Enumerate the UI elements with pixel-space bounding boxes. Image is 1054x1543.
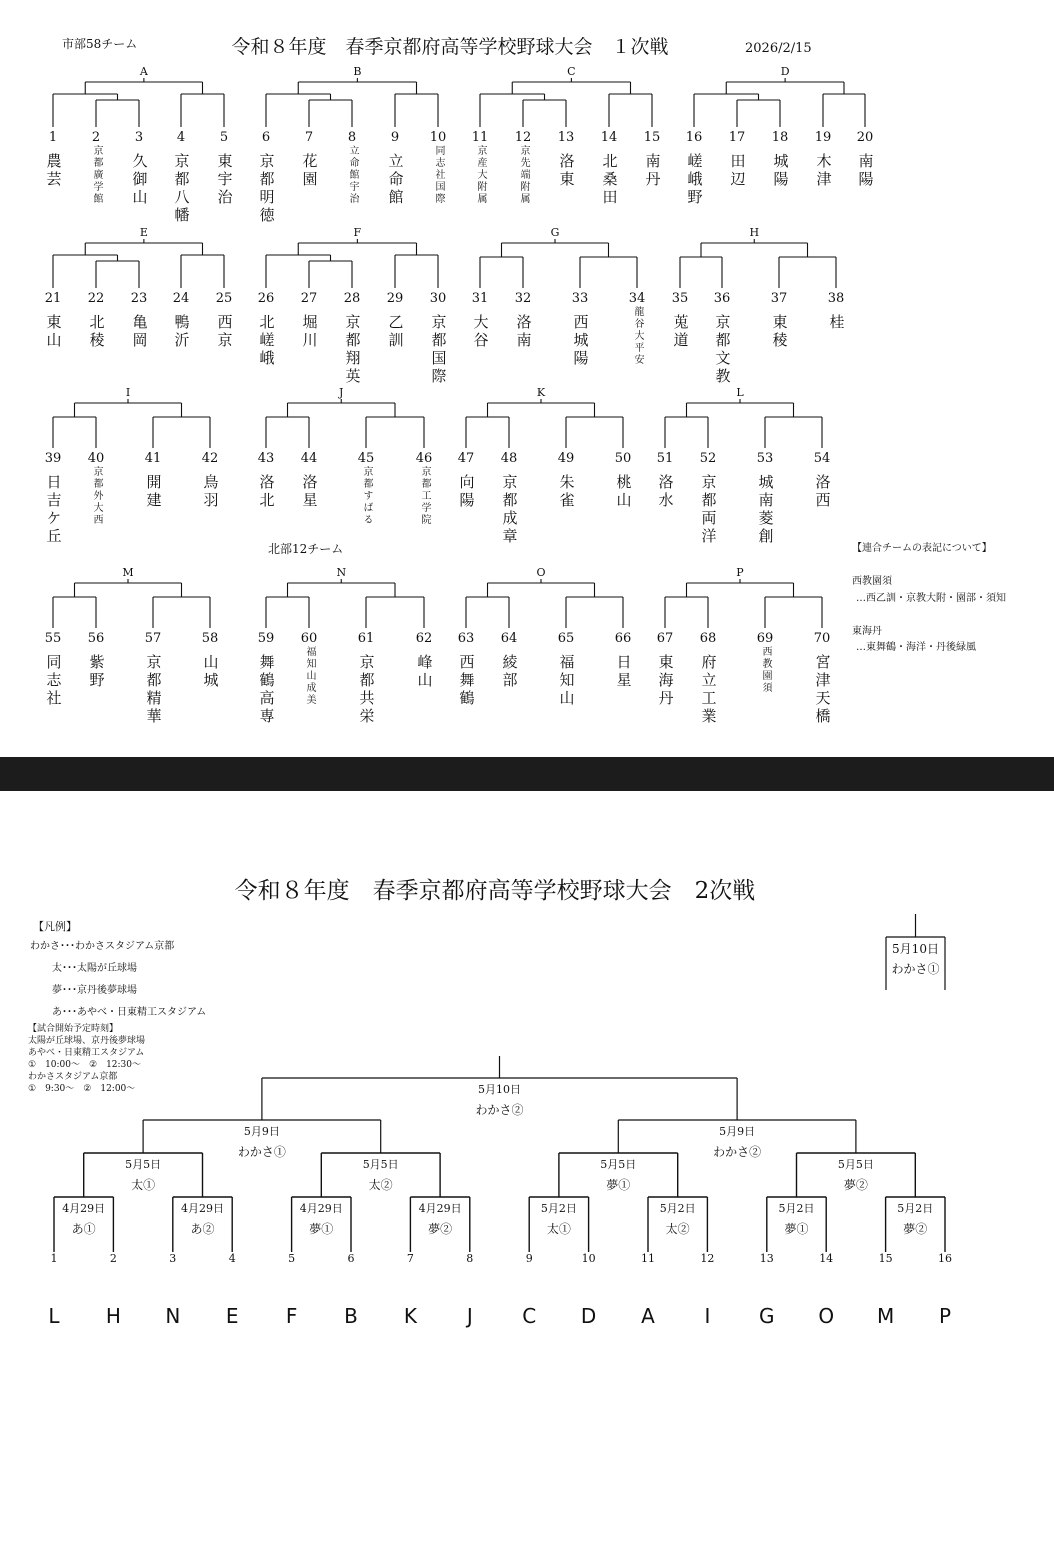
round2-slot-number: 10 xyxy=(581,1252,596,1265)
team-name: 田辺 xyxy=(728,153,747,189)
team-number: 12 xyxy=(514,130,532,145)
team-name: 洛東 xyxy=(557,153,576,189)
team-name: 北嵯峨 xyxy=(257,314,276,368)
round1-match-date: 4月29日 xyxy=(62,1202,106,1215)
team-number: 58 xyxy=(201,631,219,646)
joint-team-1-desc: …西乙訓・京教大附・園部・須知 xyxy=(856,593,1006,604)
team-name: 京都翔英 xyxy=(343,314,362,386)
round2-match-venue: 太② xyxy=(368,1178,393,1192)
round1-match-venue: あ② xyxy=(190,1222,215,1236)
round1-match-venue: 夢① xyxy=(784,1222,809,1236)
team-name: 京都両洋 xyxy=(699,474,718,546)
team-name: 福知山成美 xyxy=(304,646,315,706)
team-number: 13 xyxy=(557,130,575,145)
round2-slot-number: 13 xyxy=(759,1252,774,1265)
team-number: 31 xyxy=(471,291,489,306)
round1-match-date: 4月29日 xyxy=(299,1202,343,1215)
round2-slot-number: 14 xyxy=(819,1252,834,1265)
team-number: 9 xyxy=(390,130,400,145)
round1-match-venue: 太② xyxy=(665,1222,690,1236)
team-name: 洛西 xyxy=(813,474,832,510)
team-name: 福知山 xyxy=(557,654,576,708)
group-winner-letter: B xyxy=(344,1304,358,1328)
team-number: 16 xyxy=(685,130,703,145)
team-number: 41 xyxy=(144,451,162,466)
team-name: 京都国際 xyxy=(429,314,448,386)
round2-slot-number: 12 xyxy=(700,1252,715,1265)
page-title-round1: 令和８年度 春季京都府高等学校野球大会 １次戦 xyxy=(231,36,669,58)
team-number: 19 xyxy=(814,130,832,145)
round2-slot-number: 16 xyxy=(938,1252,952,1265)
team-name: 西教園須 xyxy=(760,646,771,694)
team-number: 14 xyxy=(600,130,618,145)
team-name: 西舞鶴 xyxy=(457,654,476,708)
team-number: 48 xyxy=(500,451,518,466)
start-time-heading: 【試合開始予定時刻】 xyxy=(28,1024,119,1034)
legend-ayabe: あ･･･あやべ・日東精工スタジアム xyxy=(52,1007,207,1018)
team-name: 府立工業 xyxy=(699,654,718,726)
group-winner-letter: P xyxy=(938,1304,952,1328)
group-winner-letter: N xyxy=(165,1304,181,1328)
round1-match-date: 4月29日 xyxy=(181,1202,224,1215)
start-time-venues-2: あやべ・日東精工スタジアム xyxy=(28,1048,145,1058)
group-winner-letter: I xyxy=(704,1304,711,1328)
team-number: 33 xyxy=(571,291,589,306)
team-name: 城陽 xyxy=(771,153,790,189)
team-name: 舞鶴高専 xyxy=(257,654,276,726)
team-name: 洛星 xyxy=(300,474,319,510)
round2-slot-number: 2 xyxy=(109,1252,117,1265)
team-number: 39 xyxy=(44,451,62,466)
legend-taiyo: 太･･･太陽が丘球場 xyxy=(52,963,137,974)
team-name: 城南菱創 xyxy=(756,474,775,546)
team-number: 23 xyxy=(130,291,148,306)
team-name: 山城 xyxy=(201,654,220,690)
round2-slot-number: 3 xyxy=(169,1252,177,1265)
team-name: 東海丹 xyxy=(656,654,675,708)
team-number: 36 xyxy=(713,291,731,306)
team-name: 亀岡 xyxy=(130,314,149,350)
legend-wakasa: わかさ･･･わかさスタジアム京都 xyxy=(30,941,175,952)
team-number: 57 xyxy=(144,631,162,646)
team-name: 乙訓 xyxy=(386,314,405,350)
team-name: 立命館 xyxy=(386,153,405,207)
team-name: 花園 xyxy=(300,153,319,189)
team-number: 22 xyxy=(87,291,105,306)
team-number: 67 xyxy=(656,631,674,646)
team-number: 51 xyxy=(656,451,674,466)
team-name: 京都明徳 xyxy=(257,153,276,225)
team-name: 龍谷大平安 xyxy=(632,306,643,366)
team-name: 莵道 xyxy=(671,314,690,350)
team-number: 66 xyxy=(614,631,632,646)
group-winner-letter: O xyxy=(818,1304,835,1328)
round2-slot-number: 5 xyxy=(288,1252,296,1265)
team-name: 峰山 xyxy=(415,654,434,690)
group-winner-letter: A xyxy=(641,1304,655,1328)
group-winner-letter: C xyxy=(522,1304,537,1328)
team-name: 京都外大西 xyxy=(91,466,102,526)
team-name: 北桑田 xyxy=(600,153,619,207)
final-venue: わかさ① xyxy=(891,962,940,976)
round2-match-date: 5月5日 xyxy=(600,1158,637,1171)
group-winner-letter: F xyxy=(285,1304,298,1328)
team-name: 洛南 xyxy=(514,314,533,350)
final-date: 5月10日 xyxy=(892,942,939,956)
team-name: 大谷 xyxy=(471,314,490,350)
team-name: 綾部 xyxy=(500,654,519,690)
team-number: 49 xyxy=(557,451,575,466)
joint-team-2-name: 東海丹 xyxy=(852,626,882,637)
team-number: 54 xyxy=(813,451,831,466)
team-number: 4 xyxy=(176,130,186,145)
joint-team-2-desc: …東舞鶴・海洋・丹後緑風 xyxy=(856,642,976,653)
round2-slot-number: 15 xyxy=(878,1252,893,1265)
joint-team-1-name: 西教園須 xyxy=(852,576,892,587)
group-label-d: D xyxy=(780,65,790,78)
team-number: 26 xyxy=(257,291,275,306)
team-number: 27 xyxy=(300,291,318,306)
group-label-j: J xyxy=(339,386,344,399)
team-number: 21 xyxy=(44,291,62,306)
team-number: 18 xyxy=(771,130,789,145)
north-division-label: 北部12チーム xyxy=(268,542,344,556)
team-number: 42 xyxy=(201,451,219,466)
team-name: 嵯峨野 xyxy=(685,153,704,207)
round2-match-date: 5月5日 xyxy=(125,1158,162,1171)
round1-match-date: 4月29日 xyxy=(418,1202,462,1215)
team-name: 紫野 xyxy=(87,654,106,690)
team-number: 64 xyxy=(500,631,518,646)
team-name: 木津 xyxy=(814,153,833,189)
team-name: 立命館宇治 xyxy=(347,145,358,205)
team-name: 洛水 xyxy=(656,474,675,510)
round1-match-date: 5月2日 xyxy=(540,1202,577,1215)
start-time-slots-2: ① 9:30～ ② 12:00～ xyxy=(28,1084,136,1094)
team-number: 65 xyxy=(557,631,575,646)
semifinal-venue: わかさ② xyxy=(475,1103,524,1117)
team-number: 24 xyxy=(172,291,190,306)
group-label-k: K xyxy=(536,386,546,399)
team-number: 45 xyxy=(357,451,375,466)
team-number: 46 xyxy=(415,451,433,466)
group-label-o: O xyxy=(536,566,546,579)
team-number: 70 xyxy=(813,631,831,646)
team-number: 38 xyxy=(827,291,845,306)
team-number: 25 xyxy=(215,291,233,306)
quarterfinal-date: 5月9日 xyxy=(243,1125,280,1138)
team-number: 15 xyxy=(643,130,661,145)
group-winner-letter: E xyxy=(225,1304,239,1328)
team-name: 京都精華 xyxy=(144,654,163,726)
team-number: 32 xyxy=(514,291,532,306)
team-number: 56 xyxy=(87,631,105,646)
start-time-venues-1: 太陽が丘球場、京丹後夢球場 xyxy=(28,1036,146,1046)
team-name: 鳥羽 xyxy=(201,474,220,510)
team-number: 35 xyxy=(671,291,689,306)
quarterfinal-venue: わかさ① xyxy=(237,1145,286,1159)
team-name: 堀川 xyxy=(300,314,319,350)
team-number: 47 xyxy=(457,451,475,466)
team-name: 京都すばる xyxy=(361,466,372,526)
tournament-date: 2026/2/15 xyxy=(745,41,812,56)
team-name: 鴨沂 xyxy=(172,314,191,350)
round2-match-venue: 夢① xyxy=(606,1178,631,1192)
team-number: 44 xyxy=(300,451,318,466)
legend-yume: 夢･･･京丹後夢球場 xyxy=(52,985,137,996)
team-name: 南丹 xyxy=(643,153,662,189)
round1-match-venue: 夢① xyxy=(309,1222,334,1236)
team-name: 南陽 xyxy=(856,153,875,189)
team-number: 43 xyxy=(257,451,275,466)
team-number: 8 xyxy=(347,130,357,145)
round1-match-venue: 夢② xyxy=(428,1222,453,1236)
team-number: 20 xyxy=(856,130,874,145)
team-number: 55 xyxy=(44,631,62,646)
team-number: 3 xyxy=(134,130,144,145)
round1-match-venue: あ① xyxy=(71,1222,96,1236)
team-number: 37 xyxy=(770,291,788,306)
team-name: 東山 xyxy=(44,314,63,350)
team-name: 朱雀 xyxy=(557,474,576,510)
group-label-g: G xyxy=(550,226,560,239)
team-name: 東宇治 xyxy=(215,153,234,207)
group-winner-letter: G xyxy=(759,1304,775,1328)
quarterfinal-date: 5月9日 xyxy=(719,1125,756,1138)
team-name: 宮津天橋 xyxy=(813,654,832,726)
team-name: 日星 xyxy=(614,654,633,690)
team-name: 東稜 xyxy=(770,314,789,350)
round2-match-venue: 太① xyxy=(131,1178,156,1192)
team-name: 西城陽 xyxy=(571,314,590,368)
team-number: 59 xyxy=(257,631,275,646)
group-label-c: C xyxy=(567,65,576,78)
round1-match-date: 5月2日 xyxy=(897,1202,934,1215)
team-name: 向陽 xyxy=(457,474,476,510)
group-label-m: M xyxy=(122,566,134,579)
team-number: 40 xyxy=(87,451,105,466)
team-name: 日吉ケ丘 xyxy=(44,474,63,546)
team-name: 久御山 xyxy=(130,153,149,207)
team-number: 61 xyxy=(357,631,375,646)
round2-slot-number: 11 xyxy=(641,1252,655,1265)
team-number: 7 xyxy=(304,130,314,145)
team-number: 34 xyxy=(628,291,646,306)
page-title-round2: 令和８年度 春季京都府高等学校野球大会 2次戦 xyxy=(234,878,756,904)
team-name: 農芸 xyxy=(44,153,63,189)
team-number: 29 xyxy=(386,291,404,306)
team-number: 28 xyxy=(343,291,361,306)
round2-match-date: 5月5日 xyxy=(837,1158,874,1171)
group-winner-letter: H xyxy=(105,1304,121,1328)
group-winner-letter: M xyxy=(876,1304,895,1328)
round2-match-venue: 夢② xyxy=(843,1178,868,1192)
team-name: 京都廣学館 xyxy=(91,145,102,205)
team-number: 17 xyxy=(728,130,746,145)
team-name: 京都成章 xyxy=(500,474,519,546)
round1-match-venue: 太① xyxy=(546,1222,571,1236)
team-number: 60 xyxy=(300,631,318,646)
group-label-b: B xyxy=(353,65,362,78)
group-label-i: I xyxy=(125,386,131,399)
team-name: 京都文教 xyxy=(713,314,732,386)
team-name: 京都工学院 xyxy=(419,466,430,526)
team-number: 2 xyxy=(91,130,101,145)
round2-match-date: 5月5日 xyxy=(362,1158,399,1171)
team-name: 開建 xyxy=(144,474,163,510)
team-number: 68 xyxy=(699,631,717,646)
round1-match-date: 5月2日 xyxy=(778,1202,815,1215)
round2-slot-number: 6 xyxy=(347,1252,355,1265)
team-number: 11 xyxy=(471,130,489,145)
team-number: 50 xyxy=(614,451,632,466)
group-label-p: P xyxy=(736,566,744,579)
team-name: 桂 xyxy=(827,314,846,332)
team-number: 52 xyxy=(699,451,717,466)
group-label-h: H xyxy=(749,226,760,239)
team-name: 京都共栄 xyxy=(357,654,376,726)
team-name: 京都八幡 xyxy=(172,153,191,225)
team-number: 6 xyxy=(261,130,271,145)
team-number: 10 xyxy=(429,130,447,145)
group-winner-letter: J xyxy=(466,1304,473,1328)
round2-slot-number: 1 xyxy=(50,1252,58,1265)
team-number: 30 xyxy=(429,291,447,306)
team-name: 同志社 xyxy=(44,654,63,708)
team-number: 62 xyxy=(415,631,433,646)
start-time-slots-1: ① 10:00～ ② 12:30～ xyxy=(28,1060,142,1070)
team-name: 洛北 xyxy=(257,474,276,510)
round1-match-date: 5月2日 xyxy=(659,1202,696,1215)
group-label-n: N xyxy=(336,566,347,579)
group-label-a: A xyxy=(139,65,148,78)
team-name: 京産大附属 xyxy=(475,145,486,205)
team-number: 69 xyxy=(756,631,774,646)
team-name: 同志社国際 xyxy=(433,145,444,205)
team-name: 北稜 xyxy=(87,314,106,350)
start-time-wakasa: わかさスタジアム京都 xyxy=(28,1072,118,1082)
round1-match-venue: 夢② xyxy=(903,1222,928,1236)
team-number: 63 xyxy=(457,631,475,646)
team-name: 京先端附属 xyxy=(518,145,529,205)
group-label-l: L xyxy=(736,386,744,399)
group-winner-letter: L xyxy=(48,1304,60,1328)
group-label-e: E xyxy=(139,226,148,239)
city-division-label: 市部58チーム xyxy=(62,37,138,51)
round2-slot-number: 4 xyxy=(228,1252,236,1265)
semifinal-date: 5月10日 xyxy=(478,1083,521,1096)
team-number: 53 xyxy=(756,451,774,466)
round2-slot-number: 7 xyxy=(406,1252,414,1265)
legend-heading: 【凡例】 xyxy=(33,920,77,933)
team-name: 西京 xyxy=(215,314,234,350)
team-number: 1 xyxy=(48,130,58,145)
team-number: 5 xyxy=(219,130,229,145)
round2-slot-number: 9 xyxy=(525,1252,533,1265)
team-name: 桃山 xyxy=(614,474,633,510)
round2-slot-number: 8 xyxy=(466,1252,474,1265)
group-label-f: F xyxy=(353,226,362,239)
quarterfinal-venue: わかさ② xyxy=(713,1145,762,1159)
group-winner-letter: K xyxy=(403,1304,417,1328)
joint-team-note-heading: 【連合チームの表記について】 xyxy=(852,543,992,554)
group-winner-letter: D xyxy=(580,1304,597,1328)
